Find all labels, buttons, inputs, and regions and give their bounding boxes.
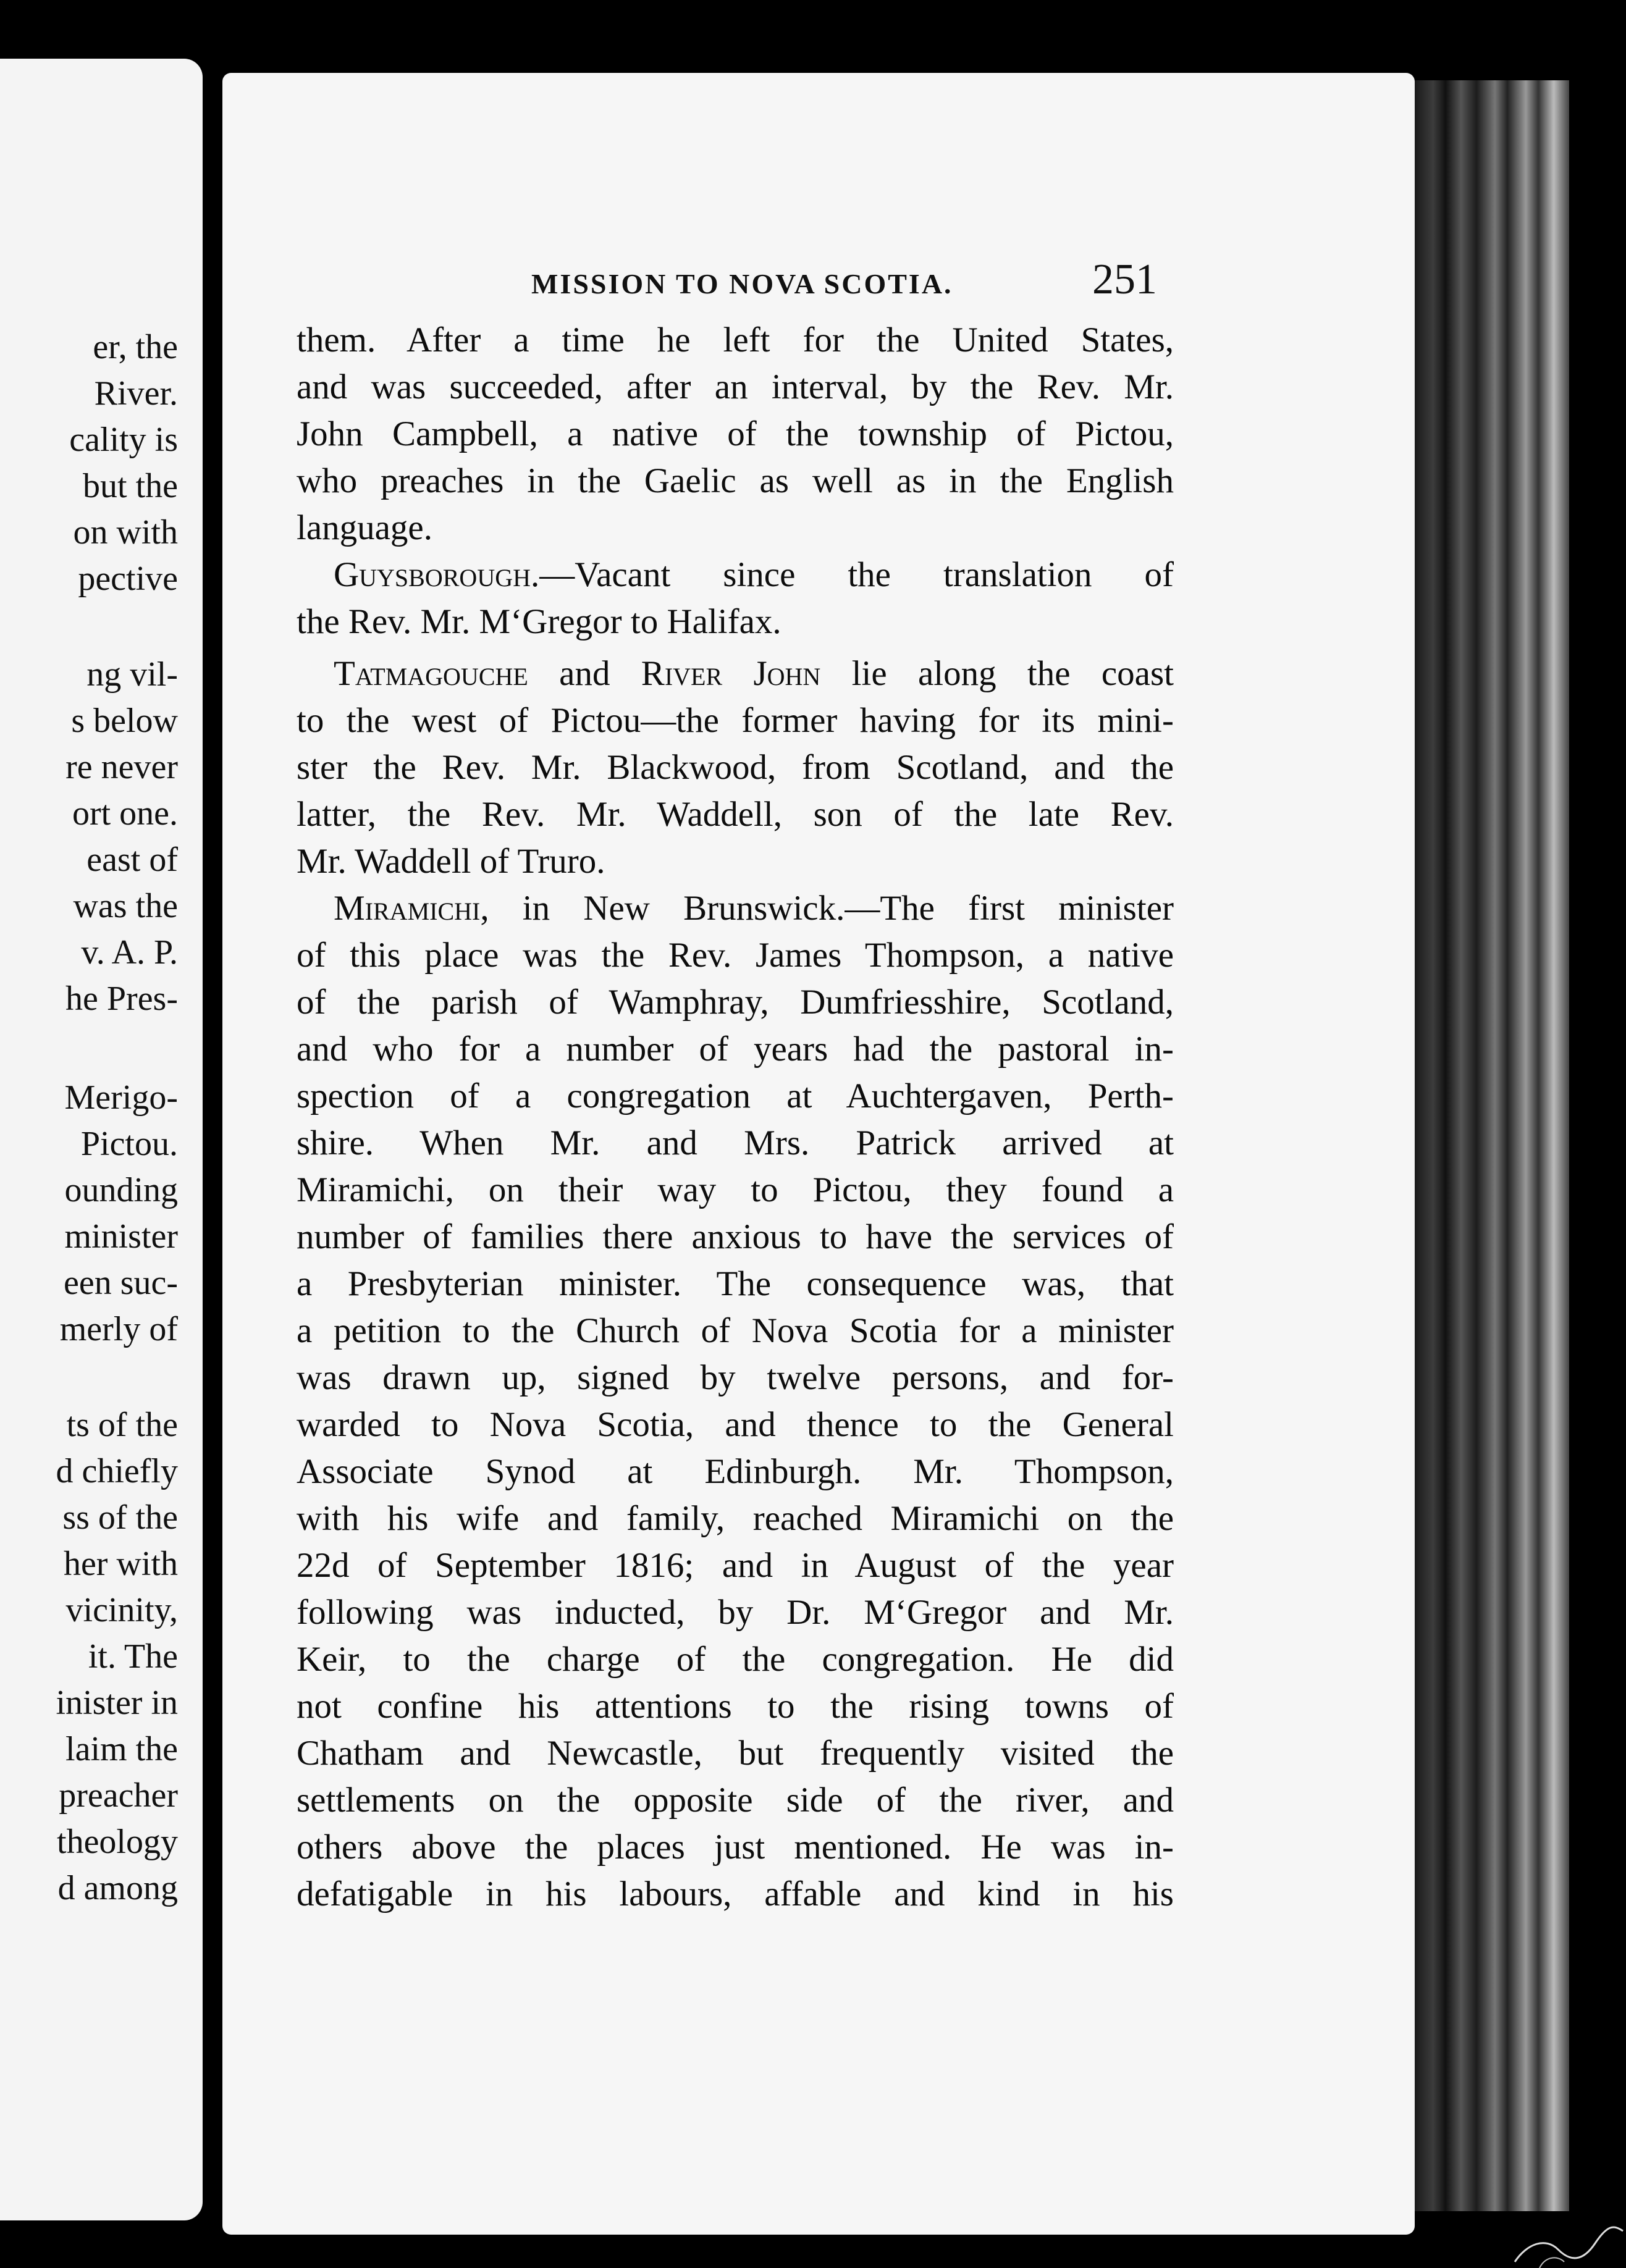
facing-page-line: ts of the <box>66 1406 178 1444</box>
page-number: 251 <box>1092 256 1157 303</box>
facing-page-line: ss of the <box>62 1498 178 1537</box>
facing-page-line: vicinity, <box>65 1591 178 1629</box>
text-line: was drawn up, signed by twelve persons, and for- <box>297 1358 1174 1397</box>
facing-page-line: but the <box>83 467 178 505</box>
text-line: them. After a time he left for the United States, <box>297 321 1174 359</box>
text-line: warded to Nova Scotia, and thence to the General <box>297 1405 1174 1444</box>
text-line: spection of a congregation at Auchtergaven, Perth- <box>297 1077 1174 1115</box>
facing-page <box>0 59 203 2220</box>
facing-page-line: cality is <box>69 421 178 459</box>
facing-page-line: was the <box>73 887 178 925</box>
running-title: MISSION TO NOVA SCOTIA. <box>531 268 953 300</box>
facing-page-line: preacher <box>59 1776 178 1815</box>
text-line: and was succeeded, after an interval, by the Rev. Mr. <box>297 368 1174 406</box>
text-line: of this place was the Rev. James Thompson, a native <box>297 936 1174 975</box>
facing-page-line: he Pres- <box>65 980 178 1018</box>
facing-page-line: merly of <box>59 1310 178 1348</box>
facing-page-line: minister <box>64 1217 178 1256</box>
text-line: language. <box>297 508 432 547</box>
facing-page-line: s below <box>71 702 178 740</box>
text-line: Associate Synod at Edinburgh. Mr. Thompson, <box>297 1452 1174 1491</box>
text-line: settlements on the opposite side of the river, and <box>297 1781 1174 1820</box>
text-line: number of families there anxious to have the services of <box>297 1217 1174 1256</box>
facing-page-line: v. A. P. <box>81 933 178 972</box>
facing-page-line: er, the <box>93 328 178 366</box>
facing-page-line: een suc- <box>63 1264 178 1302</box>
facing-page-line: laim the <box>65 1730 178 1768</box>
text-line: Chatham and Newcastle, but frequently visited the <box>297 1734 1174 1773</box>
body-text <box>297 317 1174 1918</box>
section-guysborough: Guysborough.—Vacant since the translation of <box>334 555 1174 594</box>
page-header <box>222 249 1415 317</box>
facing-page-line: Merigo- <box>64 1078 178 1117</box>
book-gutter <box>203 0 222 2268</box>
facing-page-line: re never <box>65 748 178 786</box>
text-line: a Presbyterian minister. The consequence was, that <box>297 1264 1174 1303</box>
facing-page-line: pective <box>78 560 178 598</box>
text-line: not confine his attentions to the rising towns of <box>297 1687 1174 1726</box>
text-line: Miramichi, on their way to Pictou, they found a <box>297 1170 1174 1209</box>
facing-page-line: ng vil- <box>86 655 178 694</box>
text-line: with his wife and family, reached Miramichi on the <box>297 1499 1174 1538</box>
facing-page-line: d among <box>57 1869 178 1907</box>
facing-page-line: d chiefly <box>56 1452 178 1490</box>
page-edges <box>1415 80 1569 2211</box>
text-line: latter, the Rev. Mr. Waddell, son of the late Rev. <box>297 795 1174 834</box>
facing-page-line: Pictou. <box>80 1125 178 1163</box>
facing-page-line: theology <box>57 1823 178 1861</box>
section-tatmagouche: Tatmagouche and River John lie along the coast <box>334 654 1174 693</box>
facing-page-line: it. The <box>88 1637 178 1676</box>
text-line: a petition to the Church of Nova Scotia for a minister <box>297 1311 1174 1350</box>
text-line: and who for a number of years had the pastoral in- <box>297 1030 1174 1069</box>
text-line: shire. When Mr. and Mrs. Patrick arrived at <box>297 1124 1174 1162</box>
facing-page-line: ounding <box>64 1171 178 1209</box>
section-miramichi: Miramichi, in New Brunswick.—The first minister <box>334 889 1174 928</box>
text-line: the Rev. Mr. M‘Gregor to Halifax. <box>297 602 781 641</box>
facing-page-line: on with <box>73 513 178 552</box>
text-line: ster the Rev. Mr. Blackwood, from Scotland, and the <box>297 748 1174 787</box>
text-line: others above the places just mentioned. He was in- <box>297 1828 1174 1867</box>
text-line: John Campbell, a native of the township of Pictou, <box>297 414 1174 453</box>
text-line: following was inducted, by Dr. M‘Gregor and Mr. <box>297 1593 1174 1632</box>
text-line: Mr. Waddell of Truro. <box>297 842 605 881</box>
facing-page-line: River. <box>94 374 178 413</box>
facing-page-line: east of <box>86 841 178 879</box>
text-line: Keir, to the charge of the congregation. He did <box>297 1640 1174 1679</box>
text-line: to the west of Pictou—the former having for its mini- <box>297 701 1174 740</box>
facing-page-line: her with <box>63 1545 178 1583</box>
book-page <box>222 73 1415 2235</box>
text-line: 22d of September 1816; and in August of the year <box>297 1546 1174 1585</box>
text-line: of the parish of Wamphray, Dumfriesshire, Scotland, <box>297 983 1174 1022</box>
corner-flourish <box>1502 2169 1626 2268</box>
text-line: defatigable in his labours, affable and kind in his <box>297 1875 1174 1913</box>
text-line: who preaches in the Gaelic as well as in the English <box>297 461 1174 500</box>
facing-page-line: ort one. <box>72 794 178 833</box>
facing-page-line: inister in <box>56 1684 178 1722</box>
